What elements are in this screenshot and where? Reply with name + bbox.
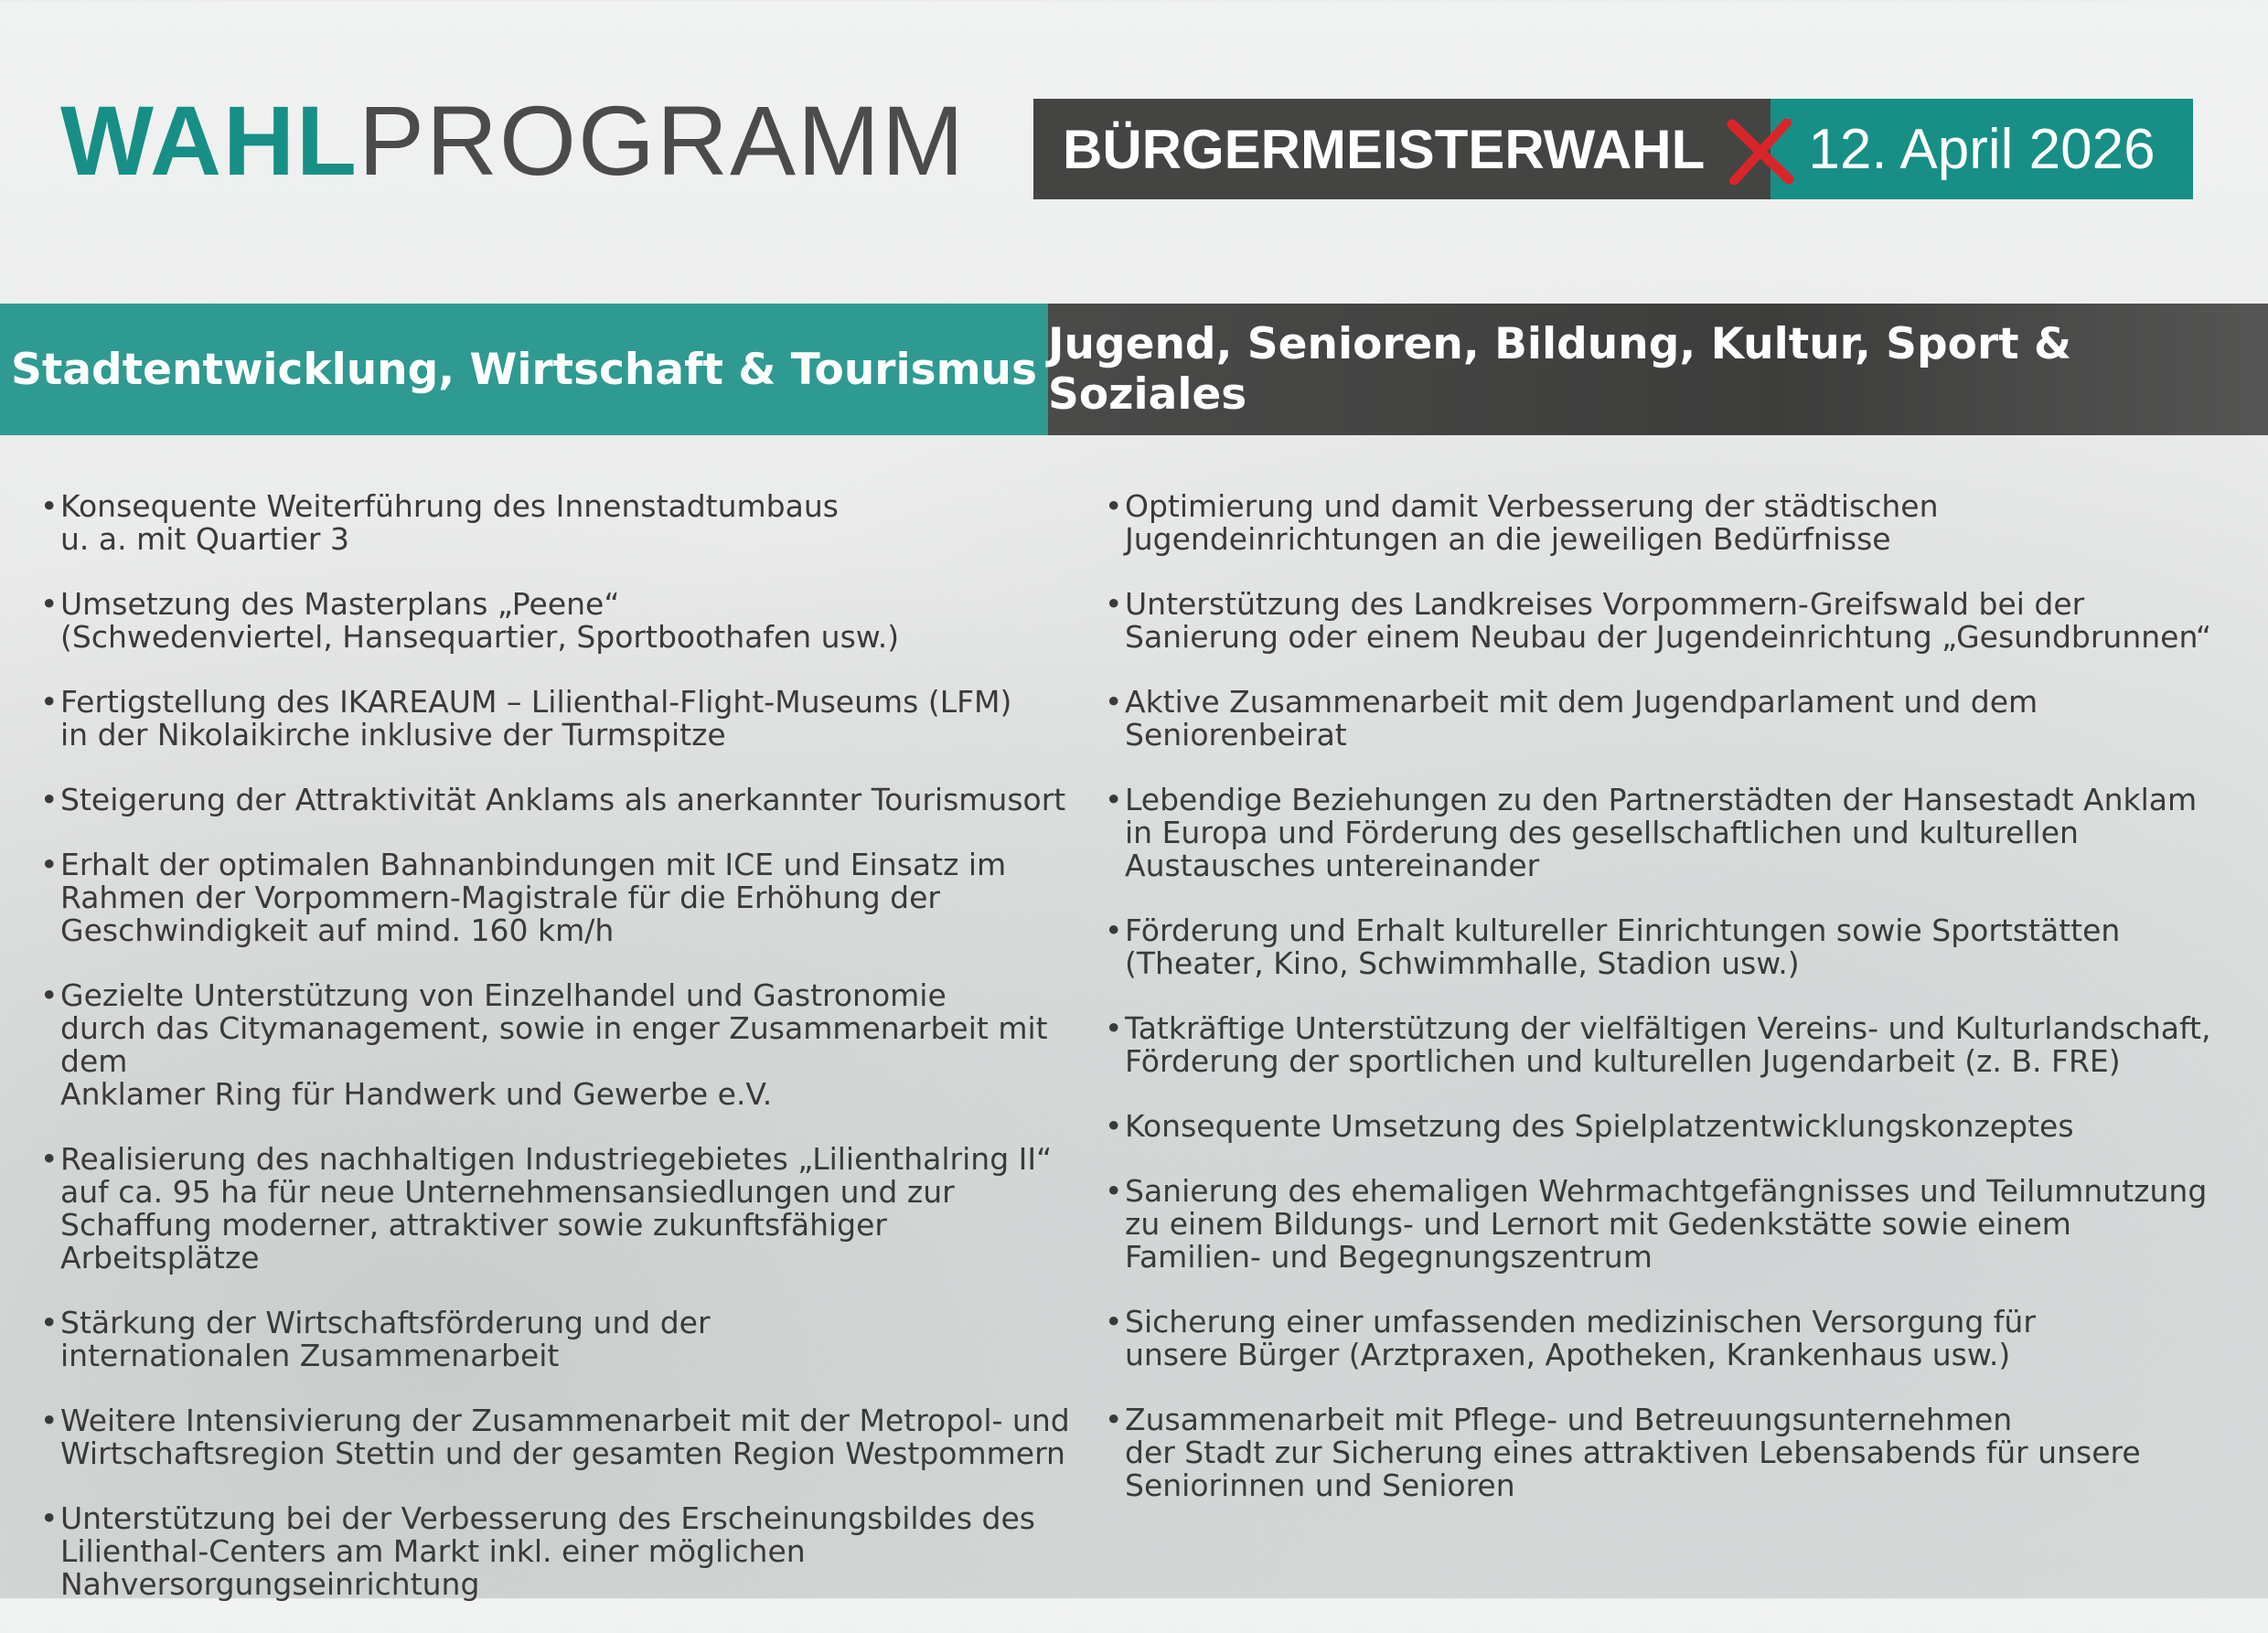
list-item: • Aktive Zusammenarbeit mit dem Jugendparlament und dem Seniorenbeirat	[1105, 686, 2248, 752]
list-item: • Realisierung des nachhaltigen Industriegebietes „Lilienthalring II“ auf ca. 95 ha für neue Unternehmensansiedlungen und zur Schaffung moderner, attraktiver sowie zukunftsfähiger Arbeitsplätze	[40, 1143, 1074, 1275]
list-item: • Sicherung einer umfassenden medizinischen Versorgung für unsere Bürger (Arztpraxen, Apotheken, Krankenhaus usw.)	[1105, 1306, 2248, 1372]
list-item: • Tatkräftige Unterstützung der vielfältigen Vereins- und Kulturlandschaft, Förderung der sportlichen und kulturellen Jugendarbeit (z. B. FRE)	[1105, 1012, 2248, 1078]
page-title-part-b: PROGRAMM	[358, 85, 966, 196]
list-item: • Förderung und Erhalt kultureller Einrichtungen sowie Sportstätten (Theater, Kino, Schwimmhalle, Stadion usw.)	[1105, 914, 2248, 980]
list-item: • Lebendige Beziehungen zu den Partnerstädten der Hansestadt Anklam in Europa und Förderung des gesellschaftlichen und kulturellen Austausches untereinander	[1105, 784, 2248, 882]
election-date: 12. April 2026	[1808, 117, 2156, 181]
section-heading-left-text: Stadtentwicklung, Wirtschaft & Tourismus	[11, 344, 1037, 395]
list-item: • Optimierung und damit Verbesserung der städtischen Jugendeinrichtungen an die jeweiligen Bedürfnisse	[1105, 490, 2248, 556]
cross-mark-icon	[1725, 119, 1796, 185]
program-list-right	[1105, 490, 2248, 1534]
list-item: • Stärkung der Wirtschaftsförderung und der internationalen Zusammenarbeit	[40, 1307, 1074, 1372]
election-badge-label-box	[1033, 99, 1771, 199]
list-item: • Erhalt der optimalen Bahnanbindungen mit ICE und Einsatz im Rahmen der Vorpommern-Magistrale für die Erhöhung der Geschwindigkeit auf mind. 160 km/h	[40, 849, 1074, 947]
list-item: • Konsequente Weiterführung des Innenstadtumbaus u. a. mit Quartier 3	[40, 490, 1074, 556]
election-date-box	[1771, 99, 2193, 199]
list-item: • Unterstützung des Landkreises Vorpommern-Greifswald bei der Sanierung oder einem Neubau der Jugendeinrichtung „Gesundbrunnen“	[1105, 588, 2248, 654]
election-badge-label: BÜRGERMEISTERWAHL	[1063, 118, 1706, 180]
program-list-left	[40, 490, 1074, 1633]
section-heading-left	[0, 304, 1048, 435]
list-item: • Fertigstellung des IKAREAUM – Lilienthal-Flight-Museums (LFM) in der Nikolaikirche inklusive der Turmspitze	[40, 686, 1074, 752]
list-item: • Sanierung des ehemaligen Wehrmachtgefängnisses und Teilumnutzung zu einem Bildungs- und Lernort mit Gedenkstätte sowie einem Familien- und Begegnungszentrum	[1105, 1175, 2248, 1274]
section-heading-right	[1048, 304, 2268, 435]
section-heading-right-text: Jugend, Senioren, Bildung, Kultur, Sport & Soziales	[1048, 319, 2071, 420]
page-title-part-a: WAHL	[60, 85, 358, 196]
election-badge	[1033, 99, 2193, 199]
list-item: • Steigerung der Attraktivität Anklams als anerkannter Tourismusort	[40, 784, 1074, 816]
page-title	[60, 85, 966, 196]
list-item: • Gezielte Unterstützung von Einzelhandel und Gastronomie durch das Citymanagement, sowie in enger Zusammenarbeit mit dem Anklamer Ring für Handwerk und Gewerbe e.V.	[40, 979, 1074, 1111]
list-item: • Zusammenarbeit mit Pflege- und Betreuungsunternehmen der Stadt zur Sicherung eines attraktiven Lebensabends für unsere Seniorinnen und Senioren	[1105, 1404, 2248, 1502]
list-item: • Weitere Intensivierung der Zusammenarbeit mit der Metropol- und Wirtschaftsregion Stettin und der gesamten Region Westpommern	[40, 1404, 1074, 1470]
list-item: • Umsetzung des Masterplans „Peene“ (Schwedenviertel, Hansequartier, Sportboothafen usw.)	[40, 588, 1074, 654]
list-item: • Konsequente Umsetzung des Spielplatzentwicklungskonzeptes	[1105, 1110, 2248, 1143]
list-item: • Unterstützung bei der Verbesserung des Erscheinungsbildes des Lilienthal-Centers am Markt inkl. einer möglichen Nahversorgungseinrichtung	[40, 1502, 1074, 1601]
